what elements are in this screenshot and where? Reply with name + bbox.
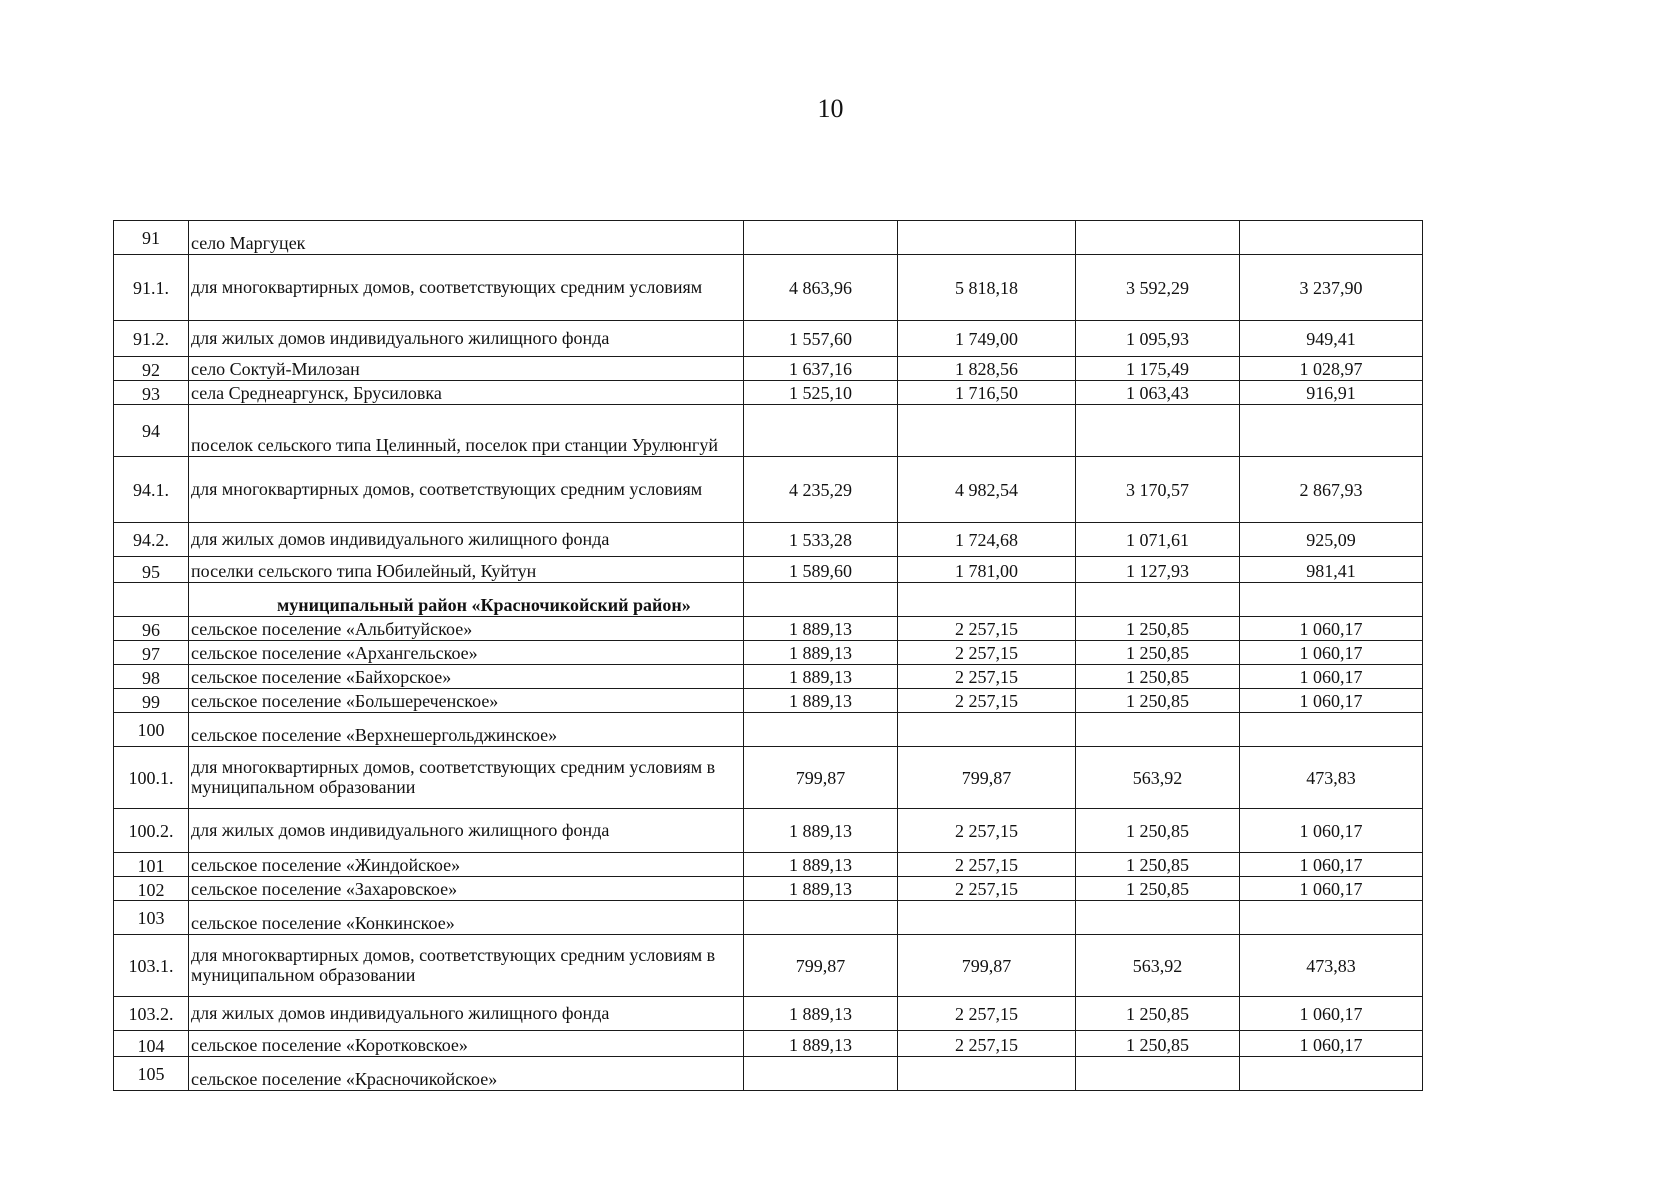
value-cell-3: 563,92 [1076,747,1240,809]
table-row [114,641,1423,665]
row-number: 91.2. [114,321,189,357]
value-cell-2 [898,713,1076,747]
row-number: 93 [114,381,189,405]
value-cell-2: 4 982,54 [898,457,1076,523]
value-cell-1: 4 863,96 [744,255,898,321]
row-number: 103.2. [114,997,189,1031]
row-number: 100.1. [114,747,189,809]
value-cell-3 [1076,405,1240,457]
value-cell-3: 1 127,93 [1076,557,1240,583]
value-cell-2 [898,1057,1076,1091]
row-number: 105 [114,1057,189,1091]
value-cell-4: 1 060,17 [1240,665,1423,689]
value-cell-1 [744,901,898,935]
table-row [114,689,1423,713]
value-cell-4: 1 028,97 [1240,357,1423,381]
value-cell-3: 3 592,29 [1076,255,1240,321]
row-name: сельское поселение «Альбитуйское» [189,617,744,641]
value-cell-1: 1 889,13 [744,877,898,901]
row-name: для многоквартирных домов, соответствующих средним условиям в муниципальном образовании [189,935,744,997]
row-name: село Соктуй-Милозан [189,357,744,381]
section-title: муниципальный район «Красночикойский район» [189,583,744,617]
value-cell-2: 1 716,50 [898,381,1076,405]
value-cell-2: 2 257,15 [898,617,1076,641]
value-cell-4: 981,41 [1240,557,1423,583]
table-row [114,583,1423,617]
value-cell-1: 4 235,29 [744,457,898,523]
value-cell-2: 2 257,15 [898,1031,1076,1057]
value-cell-1: 1 889,13 [744,809,898,853]
row-number: 94.2. [114,523,189,557]
row-name: для многоквартирных домов, соответствующих средним условиям [189,457,744,523]
value-cell-1: 1 889,13 [744,641,898,665]
table-row [114,255,1423,321]
value-cell-4: 925,09 [1240,523,1423,557]
value-cell-2: 2 257,15 [898,997,1076,1031]
value-cell-1 [744,1057,898,1091]
value-cell-2: 1 828,56 [898,357,1076,381]
value-cell-4: 1 060,17 [1240,853,1423,877]
value-cell-3: 1 095,93 [1076,321,1240,357]
value-cell-1: 1 889,13 [744,997,898,1031]
table-row [114,747,1423,809]
table-row [114,1031,1423,1057]
value-cell-3 [1076,713,1240,747]
value-cell-3: 1 071,61 [1076,523,1240,557]
value-cell-4: 3 237,90 [1240,255,1423,321]
value-cell-4: 949,41 [1240,321,1423,357]
row-name: сельское поселение «Конкинское» [189,901,744,935]
value-cell-1 [744,405,898,457]
row-number: 94.1. [114,457,189,523]
value-cell-2: 2 257,15 [898,853,1076,877]
row-number: 99 [114,689,189,713]
row-name: для жилых домов индивидуального жилищного фонда [189,997,744,1031]
value-cell-3 [1076,1057,1240,1091]
row-number: 96 [114,617,189,641]
row-number: 98 [114,665,189,689]
value-cell-3: 1 250,85 [1076,617,1240,641]
value-cell-1: 1 637,16 [744,357,898,381]
row-name: для жилых домов индивидуального жилищного фонда [189,523,744,557]
value-cell-2: 799,87 [898,935,1076,997]
row-name: для жилых домов индивидуального жилищного фонда [189,809,744,853]
row-number [114,583,189,617]
row-name: поселок сельского типа Целинный, поселок при станции Урулюнгуй [189,405,744,457]
value-cell-4: 1 060,17 [1240,689,1423,713]
value-cell-2 [898,901,1076,935]
row-name: сельское поселение «Коротковское» [189,1031,744,1057]
value-cell-1: 1 889,13 [744,689,898,713]
row-number: 92 [114,357,189,381]
value-cell-3: 1 175,49 [1076,357,1240,381]
value-cell-3: 563,92 [1076,935,1240,997]
value-cell-3: 1 250,85 [1076,1031,1240,1057]
row-name: сельское поселение «Верхнешергольджинское» [189,713,744,747]
value-cell-4 [1240,901,1423,935]
row-number: 103.1. [114,935,189,997]
value-cell-4: 1 060,17 [1240,809,1423,853]
row-number: 100 [114,713,189,747]
value-cell-2: 1 749,00 [898,321,1076,357]
row-name: сельское поселение «Жиндойское» [189,853,744,877]
row-number: 94 [114,405,189,457]
value-cell-4 [1240,221,1423,255]
row-name: сельское поселение «Большереченское» [189,689,744,713]
table-row [114,357,1423,381]
row-number: 95 [114,557,189,583]
value-cell-3: 1 250,85 [1076,809,1240,853]
value-cell-2: 2 257,15 [898,689,1076,713]
value-cell-2: 1 781,00 [898,557,1076,583]
value-cell-2: 2 257,15 [898,809,1076,853]
row-number: 103 [114,901,189,935]
value-cell-3: 1 063,43 [1076,381,1240,405]
table-row [114,457,1423,523]
table-row [114,1057,1423,1091]
value-cell-1: 1 533,28 [744,523,898,557]
value-cell-4: 473,83 [1240,935,1423,997]
table-row [114,713,1423,747]
value-cell-3: 3 170,57 [1076,457,1240,523]
value-cell-3: 1 250,85 [1076,853,1240,877]
value-cell-3: 1 250,85 [1076,641,1240,665]
table-row [114,997,1423,1031]
value-cell-3: 1 250,85 [1076,689,1240,713]
table-row [114,877,1423,901]
value-cell-4 [1240,583,1423,617]
value-cell-2 [898,583,1076,617]
value-cell-4 [1240,405,1423,457]
row-name: для многоквартирных домов, соответствующих средним условиям [189,255,744,321]
table-row [114,809,1423,853]
table-row [114,901,1423,935]
value-cell-1: 1 525,10 [744,381,898,405]
value-cell-2: 2 257,15 [898,665,1076,689]
table-row [114,221,1423,255]
row-number: 102 [114,877,189,901]
table-row [114,665,1423,689]
value-cell-2: 1 724,68 [898,523,1076,557]
value-cell-3 [1076,901,1240,935]
value-cell-1: 799,87 [744,747,898,809]
value-cell-4: 1 060,17 [1240,641,1423,665]
value-cell-4: 1 060,17 [1240,617,1423,641]
value-cell-3: 1 250,85 [1076,997,1240,1031]
value-cell-2: 2 257,15 [898,641,1076,665]
value-cell-2: 2 257,15 [898,877,1076,901]
table-row [114,381,1423,405]
value-cell-4 [1240,1057,1423,1091]
value-cell-4: 1 060,17 [1240,1031,1423,1057]
table-row [114,617,1423,641]
table-row [114,853,1423,877]
value-cell-4: 1 060,17 [1240,877,1423,901]
value-cell-4: 2 867,93 [1240,457,1423,523]
value-cell-1 [744,583,898,617]
tariff-table [113,220,1423,1091]
value-cell-4: 1 060,17 [1240,997,1423,1031]
row-name: сельское поселение «Захаровское» [189,877,744,901]
value-cell-2: 799,87 [898,747,1076,809]
value-cell-4: 916,91 [1240,381,1423,405]
value-cell-1: 799,87 [744,935,898,997]
value-cell-3 [1076,583,1240,617]
value-cell-1: 1 889,13 [744,665,898,689]
value-cell-1: 1 589,60 [744,557,898,583]
table-row [114,557,1423,583]
value-cell-2 [898,405,1076,457]
value-cell-1: 1 557,60 [744,321,898,357]
table-row [114,405,1423,457]
value-cell-3: 1 250,85 [1076,665,1240,689]
row-number: 97 [114,641,189,665]
row-number: 91 [114,221,189,255]
row-name: села Среднеаргунск, Брусиловка [189,381,744,405]
table-row [114,935,1423,997]
value-cell-1: 1 889,13 [744,853,898,877]
row-number: 91.1. [114,255,189,321]
row-number: 100.2. [114,809,189,853]
value-cell-1 [744,713,898,747]
value-cell-4: 473,83 [1240,747,1423,809]
table-body [114,221,1423,1091]
value-cell-3 [1076,221,1240,255]
value-cell-4 [1240,713,1423,747]
row-name: для жилых домов индивидуального жилищного фонда [189,321,744,357]
value-cell-3: 1 250,85 [1076,877,1240,901]
table-row [114,321,1423,357]
value-cell-1 [744,221,898,255]
value-cell-2: 5 818,18 [898,255,1076,321]
row-name: для многоквартирных домов, соответствующих средним условиям в муниципальном образовании [189,747,744,809]
value-cell-1: 1 889,13 [744,617,898,641]
row-name: поселки сельского типа Юбилейный, Куйтун [189,557,744,583]
row-number: 101 [114,853,189,877]
row-name: сельское поселение «Байхорское» [189,665,744,689]
page-number: 10 [817,94,844,123]
value-cell-2 [898,221,1076,255]
row-number: 104 [114,1031,189,1057]
row-name: сельское поселение «Архангельское» [189,641,744,665]
table-row [114,523,1423,557]
value-cell-1: 1 889,13 [744,1031,898,1057]
row-name: село Маргуцек [189,221,744,255]
row-name: сельское поселение «Красночикойское» [189,1057,744,1091]
